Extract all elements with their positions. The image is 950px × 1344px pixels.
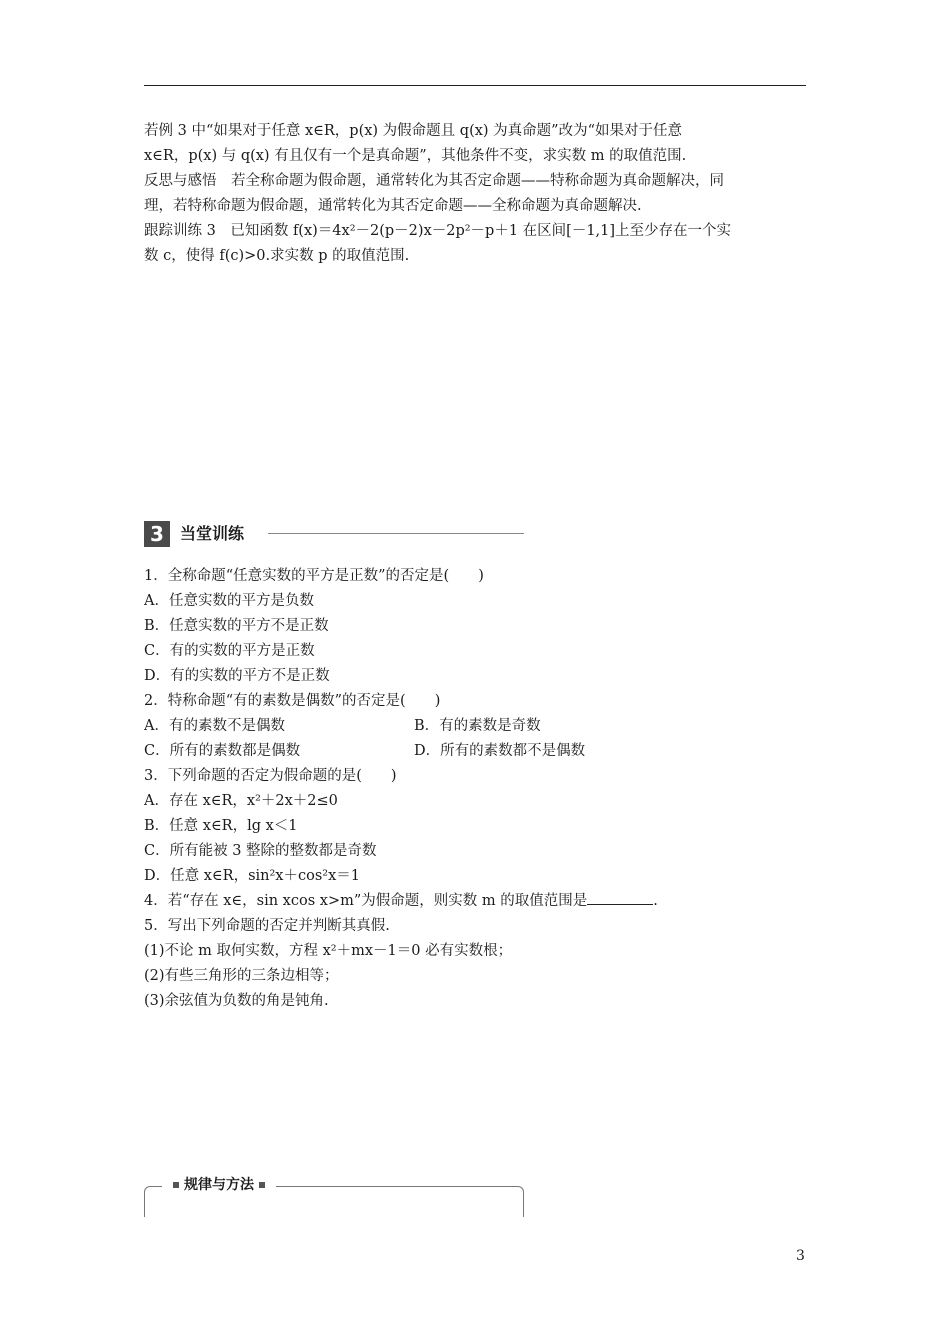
answer-blank xyxy=(587,890,653,905)
question-2: 2．特称命题“有的素数是偶数”的否定是( ) xyxy=(144,693,441,709)
reflection-line: 反思与感悟 若全称命题为假命题，通常转化为其否定命题——特称命题为真命题解决，同 xyxy=(144,173,724,189)
page-number: 3 xyxy=(796,1248,805,1264)
sub-question-3: (3)余弦值为负数的角是钝角. xyxy=(144,993,329,1009)
option-a: A．任意实数的平方是负数 xyxy=(144,593,314,609)
question-5: 5．写出下列命题的否定并判断其真假. xyxy=(144,918,390,934)
header-rule xyxy=(144,85,806,86)
text-line: x∈R，p(x) 与 q(x) 有且仅有一个是真命题”，其他条件不变，求实数 m 的取值范围. xyxy=(144,148,687,164)
sub-question-2: (2)有些三角形的三条边相等； xyxy=(144,968,339,984)
intro-section xyxy=(144,119,808,269)
option-b: B．任意 x∈R，lg x＜1 xyxy=(144,818,298,834)
options-row xyxy=(144,739,808,764)
option-a: A．有的素数不是偶数 xyxy=(144,718,285,734)
section-heading xyxy=(144,521,524,547)
text-line: 若例 3 中“如果对于任意 x∈R，p(x) 为假命题且 q(x) 为真命题”改为“如果对于任意 xyxy=(144,123,682,139)
option-c: C．所有的素数都是偶数 xyxy=(144,743,301,759)
section-number-badge: 3 xyxy=(144,521,170,547)
question-4 xyxy=(144,889,808,914)
question-1: 1．全称命题“任意实数的平方是正数”的否定是( ) xyxy=(144,568,484,584)
option-a: A．存在 x∈R，x²＋2x＋2≤0 xyxy=(144,793,338,809)
square-bullet-icon xyxy=(173,1182,179,1188)
section-title: 当堂训练 xyxy=(180,524,245,543)
option-b: B．有的素数是奇数 xyxy=(414,718,541,734)
tracking-exercise-line: 跟踪训练 3 已知函数 f(x)＝4x²－2(p－2)x－2p²－p＋1 在区间[－1,1]上至少存在一个实 xyxy=(144,223,732,239)
law-method-box xyxy=(144,1177,524,1208)
law-box-label xyxy=(162,1174,276,1196)
option-d: D．有的实数的平方不是正数 xyxy=(144,668,330,684)
question-4-end: . xyxy=(653,893,658,909)
option-d: D．所有的素数都不是偶数 xyxy=(414,743,586,759)
question-4-text: 4．若“存在 x∈，sin xcos x>m”为假命题，则实数 m 的取值范围是 xyxy=(144,893,588,909)
section-rule xyxy=(268,533,524,534)
option-b: B．任意实数的平方不是正数 xyxy=(144,618,329,634)
tracking-exercise-line: 数 c，使得 f(c)>0.求实数 p 的取值范围. xyxy=(144,248,410,264)
square-bullet-icon xyxy=(259,1182,265,1188)
option-c: C．有的实数的平方是正数 xyxy=(144,643,315,659)
options-row xyxy=(144,714,808,739)
question-3: 3．下列命题的否定为假命题的是( ) xyxy=(144,768,397,784)
reflection-line: 理，若特称命题为假命题，通常转化为其否定命题——全称命题为真命题解决. xyxy=(144,198,642,214)
option-d: D．任意 x∈R，sin²x＋cos²x＝1 xyxy=(144,868,360,884)
exercise-list xyxy=(144,564,808,1014)
sub-question-1: (1)不论 m 取何实数，方程 x²＋mx－1＝0 必有实数根； xyxy=(144,943,513,959)
option-c: C．所有能被 3 整除的整数都是奇数 xyxy=(144,843,377,859)
law-box-title: 规律与方法 xyxy=(184,1177,254,1193)
